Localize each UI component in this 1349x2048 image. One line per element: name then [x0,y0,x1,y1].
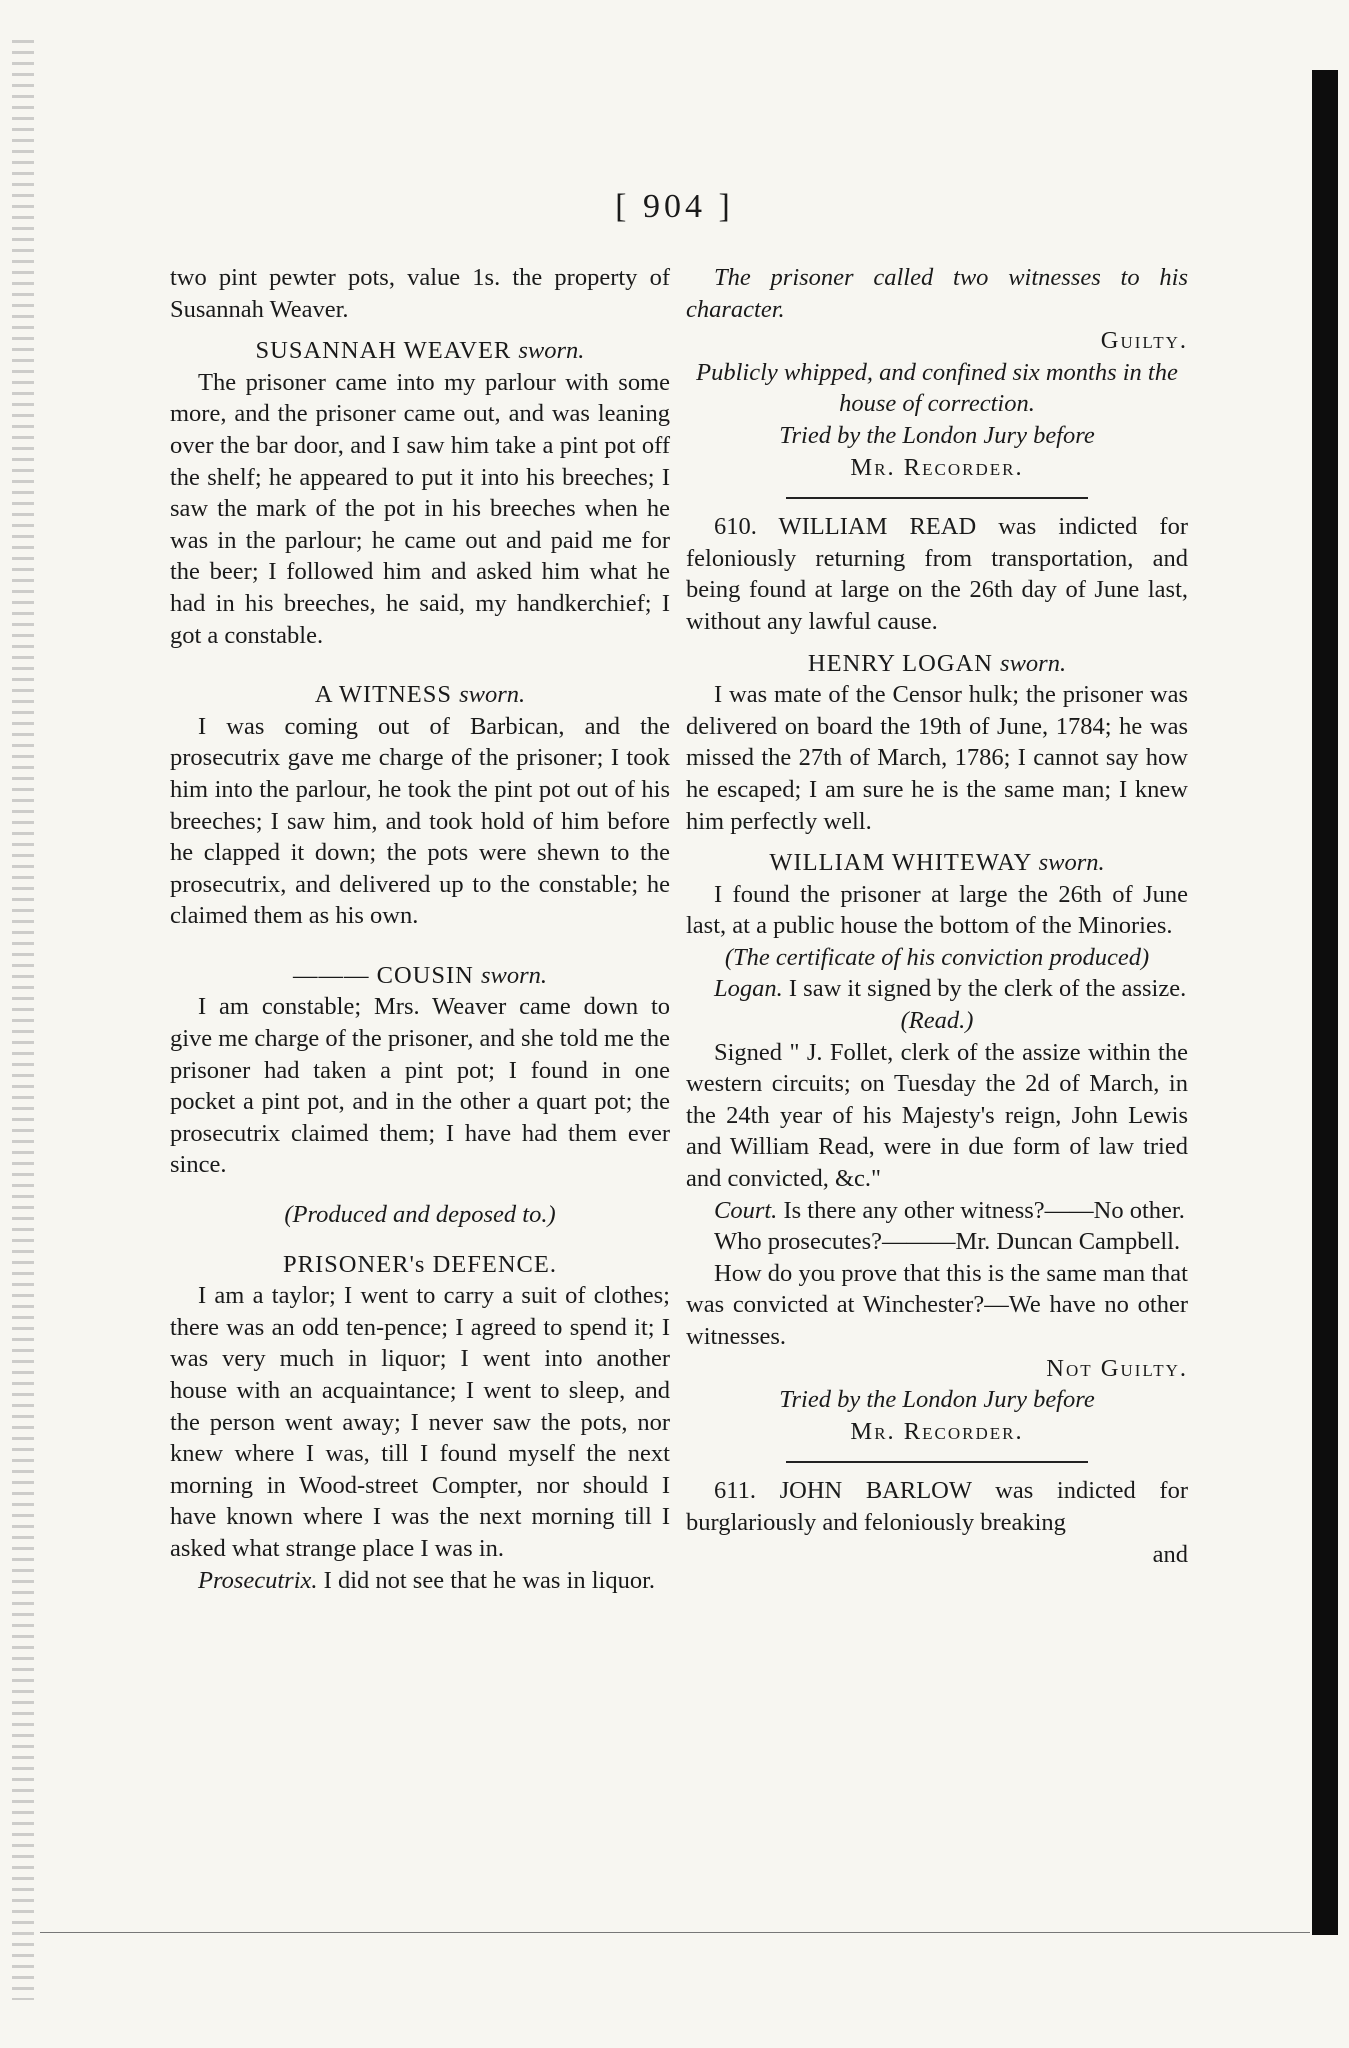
verdict-not-guilty: Not Guilty. [1046,1354,1188,1382]
who-prosecutes: Who prosecutes?———Mr. Duncan Campbell. [714,1228,1181,1256]
sworn-label: sworn. [480,961,547,989]
heading-henry-logan [686,648,1188,680]
testimony-susannah: The prisoner came into my parlour with some more, and the prisoner came out, and was leaning over the bar door, and I saw him take a pint pot off the shelf; he appeared to put it into his breeches; I saw the mark of the pot in his breeches when he was in the parlour; he came out and paid me for the beer; I followed him and asked him what he had in his breeches, he said, my handkerchief; I got a constable. [170,368,670,649]
court-label: Court. [714,1196,778,1224]
sworn-label: sworn. [1038,849,1105,877]
heading-whiteway-name: WILLIAM WHITEWAY [769,849,1032,877]
produced-note: (Produced and deposed to.) [284,1201,556,1229]
verdict-guilty: Guilty. [1100,327,1188,355]
sentence: Publicly whipped, and confined six months in the house of correction. [696,358,1178,418]
prove-question: How do you prove that this is the same man that was convicted at Winchester?—We have no other witnesses. [686,1259,1188,1350]
heading-cousin [170,960,670,992]
right-column [686,262,1188,1570]
prosecutrix-reply [170,1565,670,1597]
testimony-witness: I was coming out of Barbican, and the prosecutrix gave me charge of the prisoner; I took him into the parlour, he took the pint pot out of his breeches; I saw him, and took hold of him before he clapped it down; the pots were shewn to the prosecutrix, and delivered up to the constable; he claimed them as his own. [170,712,670,930]
tried-2-line-1: Tried by the London Jury before [779,1386,1095,1414]
certificate-note: (The certificate of his conviction produced) [724,943,1150,971]
case-611-indictment: 611. JOHN BARLOW was indicted for burglariously and feloniously breaking [686,1477,1188,1536]
heading-witness [170,679,670,711]
read-note: (Read.) [900,1007,974,1035]
opening-paragraph: two pint pewter pots, value 1s. the property of Susannah Weaver. [170,264,670,323]
heading-susannah-weaver [170,335,670,367]
tried-line-1: Tried by the London Jury before [779,421,1095,449]
case-610-indictment: 610. WILLIAM READ was indicted for feloniously returning from transportation, and being found at large on the 26th day of June last, without any lawful cause. [686,513,1188,635]
prosecutrix-text: I did not see that he was in liquor. [317,1566,656,1594]
heading-witness-name: A WITNESS [314,681,452,709]
character-witnesses-note: The prisoner called two witnesses to his character. [686,264,1188,323]
tried-2-line-2: Mr. Recorder. [850,1417,1024,1445]
section-divider [786,497,1087,499]
section-divider-2 [786,1461,1087,1463]
sworn-label: sworn. [459,681,526,709]
heading-logan-name: HENRY LOGAN [807,649,993,677]
tried-line-2: Mr. Recorder. [850,453,1024,481]
sworn-label: sworn. [518,337,585,365]
heading-prisoners-defence: PRISONER's DEFENCE. [283,1250,557,1278]
signed-certificate: Signed " J. Follet, clerk of the assize within the western circuits; on Tuesday the 2d of March, in the 24th year of his Majesty's reign, John Lewis and William Read, were in due form of law tried and convicted, &c." [686,1038,1188,1193]
logan-text: I saw it signed by the clerk of the assize. [782,975,1187,1003]
testimony-whiteway: I found the prisoner at large the 26th of June last, at a public house the bottom of the Minories. [686,880,1188,940]
scan-edge-right [1312,70,1338,1935]
catchword: and [1152,1540,1188,1568]
page-number: [ 904 ] [615,188,734,225]
heading-cousin-name: ——— COUSIN [292,961,474,989]
logan-label: Logan. [714,975,783,1003]
logan-reply [686,973,1188,1005]
court-question [686,1195,1188,1227]
sworn-label: sworn. [1000,649,1067,677]
testimony-cousin: I am constable; Mrs. Weaver came down to give me charge of the prisoner, and she told me the prisoner had taken a pint pot; I found in one pocket a pint pot, and in the other a quart pot; the prosecutrix claimed them; I have had them ever since. [170,993,670,1179]
court-text: Is there any other witness?——No other. [777,1196,1185,1224]
heading-susannah-name: SUSANNAH WEAVER [255,337,512,365]
heading-william-whiteway [686,847,1188,879]
bottom-scan-line [40,1932,1310,1933]
prisoners-defence-text: I am a taylor; I went to carry a suit of clothes; there was an odd ten-pence; I agreed to spend it; I was very much in liquor; I went into another house with an acquaintance; I went to sleep, and the person went away; I never saw the pots, nor knew where I was, till I found myself the next morning in Wood-street Compter, nor should I have known where I was the next morning till I asked what strange place I was in. [170,1282,670,1562]
scan-edge-left [12,40,34,2000]
prosecutrix-label: Prosecutrix. [198,1566,318,1594]
left-column [170,262,670,1596]
testimony-logan: I was mate of the Censor hulk; the prisoner was delivered on board the 19th of June, 1784; he was missed the 27th of March, 1786; I cannot say how he escaped; I am sure he is the same man; I knew him perfectly well. [686,681,1188,835]
